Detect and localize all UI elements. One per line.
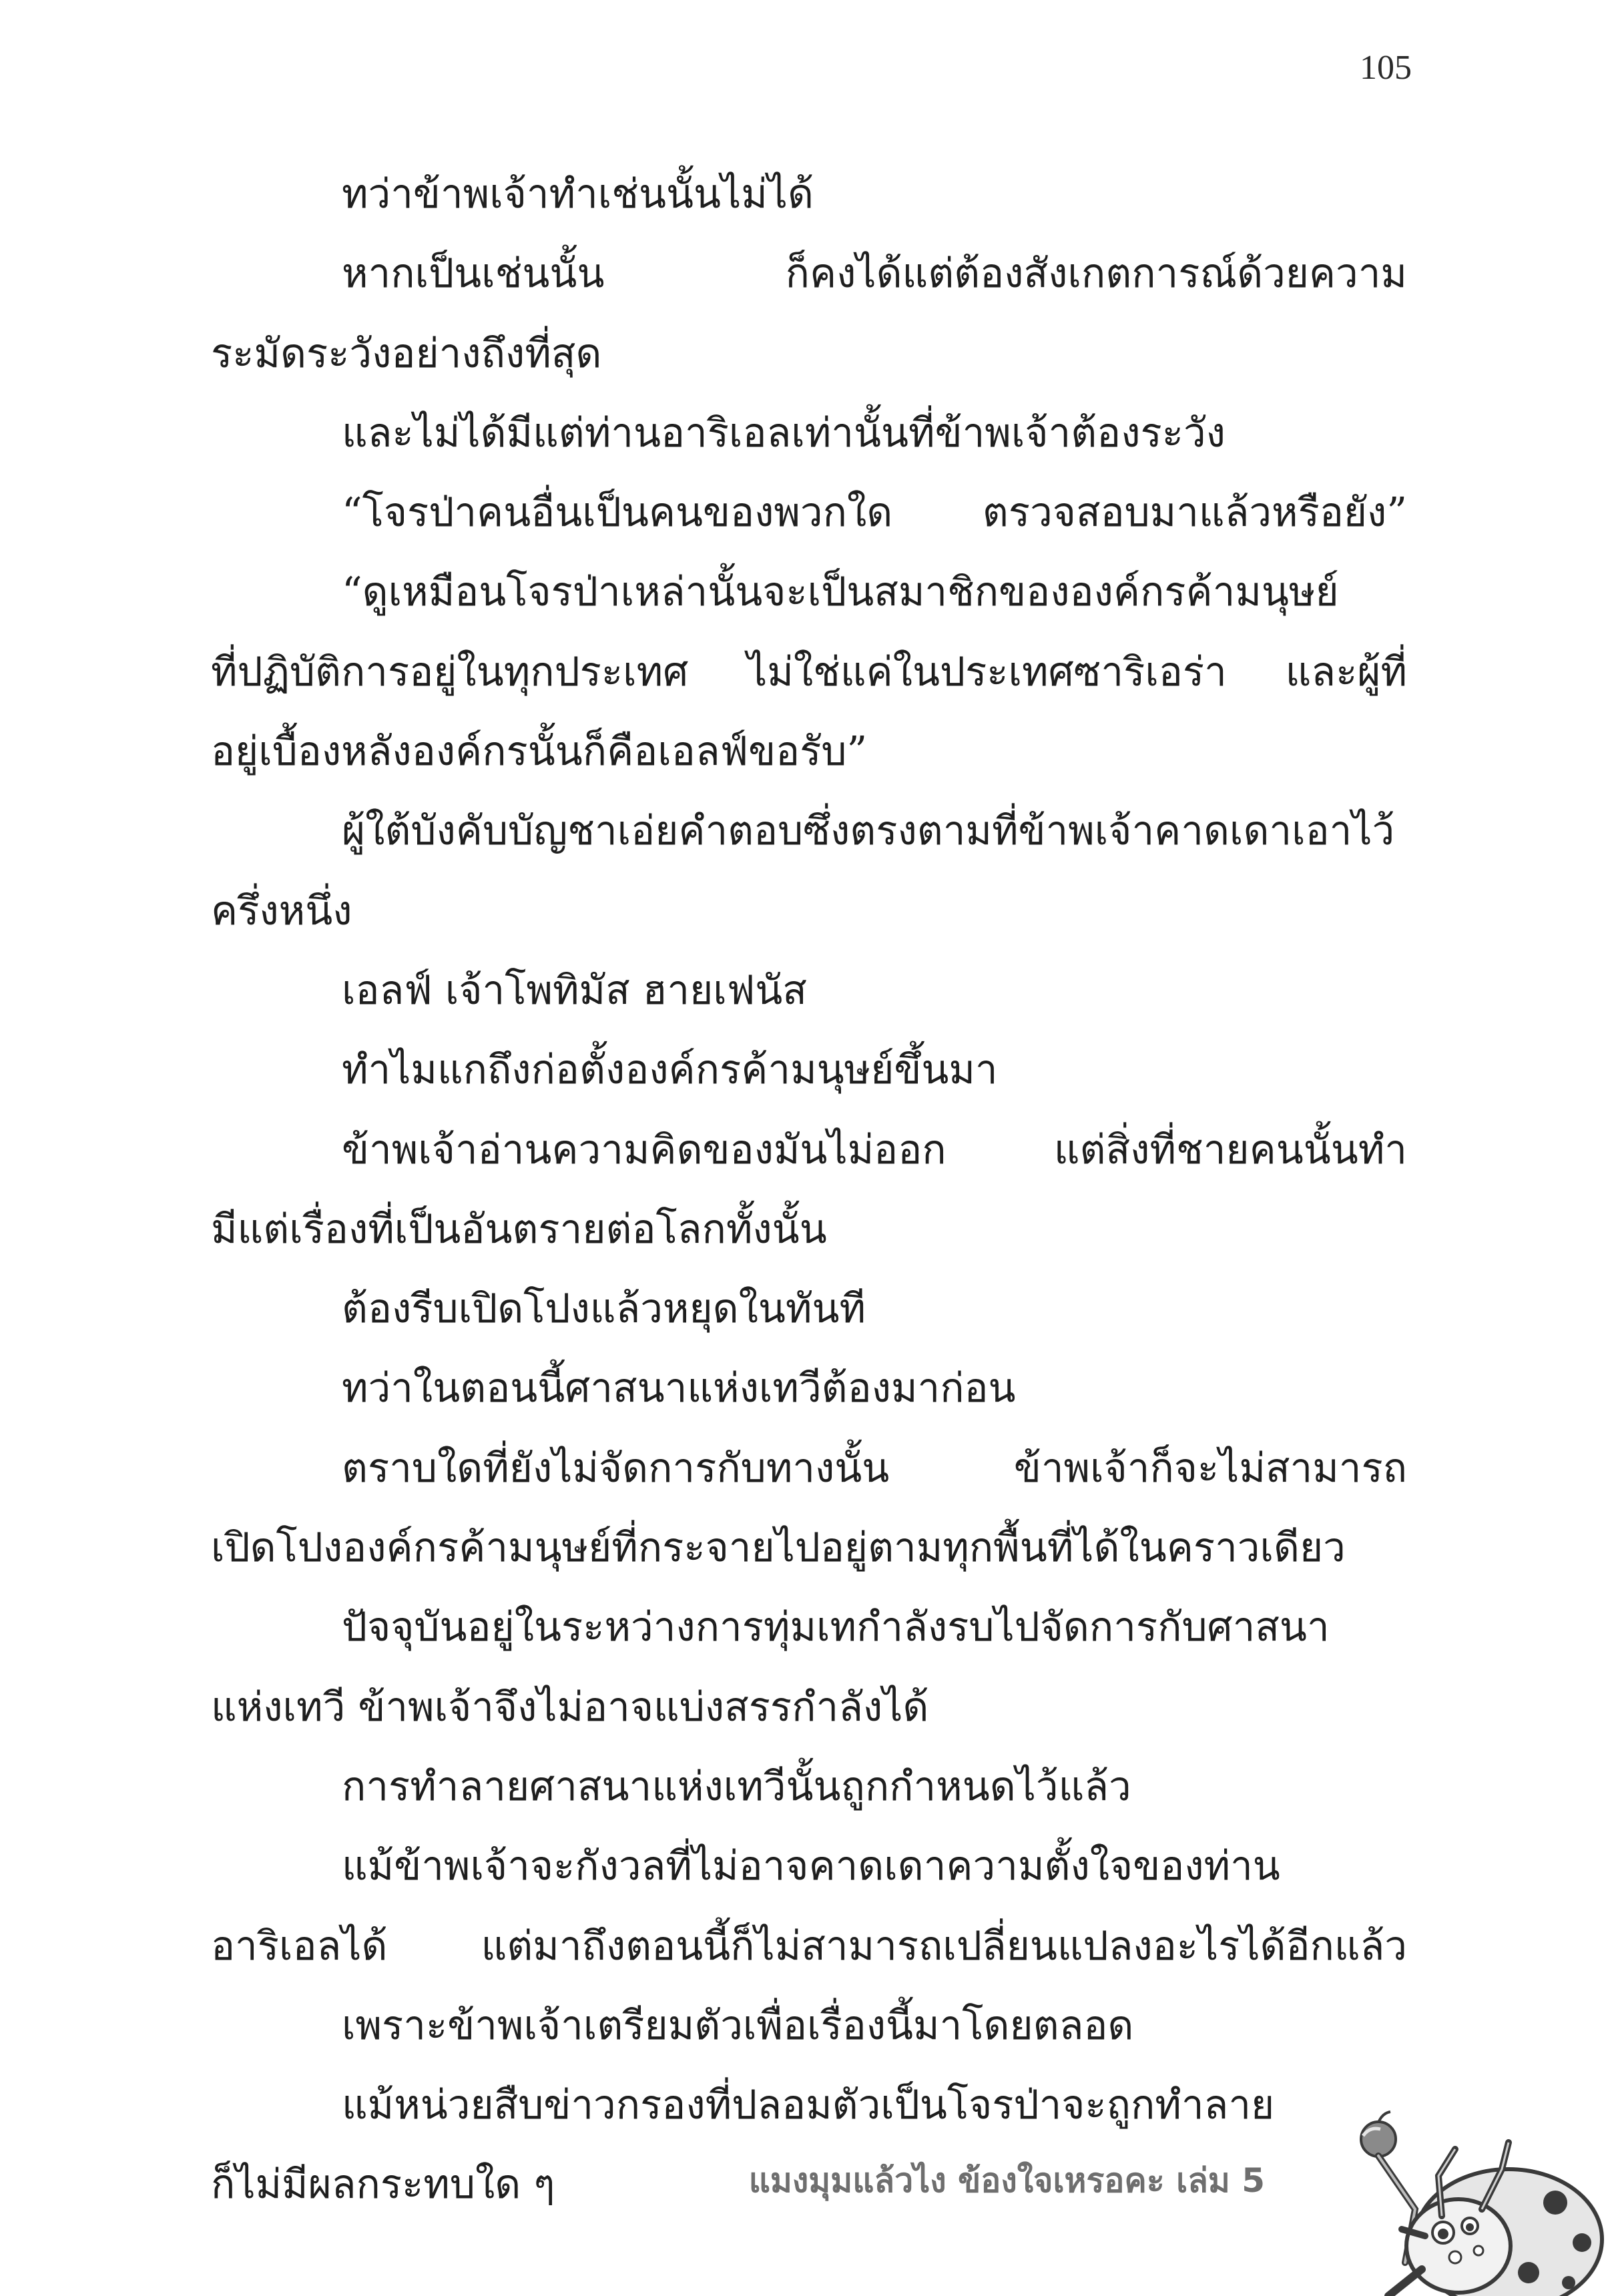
text-line: ทว่าข้าพเจ้าทำเช่นนั้นไม่ได้ bbox=[342, 171, 814, 218]
text-line: หากเป็นเช่นนั้น ก็คงได้แต่ต้องสังเกตการณ์ด้วยความ bbox=[342, 250, 1407, 298]
text-line: แม้ข้าพเจ้าจะกังวลที่ไม่อาจคาดเดาความตั้งใจของท่าน bbox=[342, 1843, 1280, 1890]
text-line: แห่งเทวี ข้าพเจ้าจึงไม่อาจแบ่งสรรกำลังได้ bbox=[211, 1683, 929, 1731]
page-number: 105 bbox=[1360, 49, 1412, 87]
spider-mascot-illustration bbox=[1288, 2102, 1612, 2296]
body-text bbox=[211, 155, 1407, 2225]
text-line: มีแต่เรื่องที่เป็นอันตรายต่อโลกทั้งนั้น bbox=[211, 1205, 827, 1253]
text-line: การทำลายศาสนาแห่งเทวีนั้นถูกกำหนดไว้แล้ว bbox=[342, 1763, 1131, 1810]
text-line: อาริเอลได้ แต่มาถึงตอนนี้ก็ไม่สามารถเปลี่ยนแปลงอะไรได้อีกแล้ว bbox=[211, 1922, 1407, 1970]
text-line: “ดูเหมือนโจรป่าเหล่านั้นจะเป็นสมาชิกขององค์กรค้ามนุษย์ bbox=[342, 569, 1339, 616]
text-line: ต้องรีบเปิดโปงแล้วหยุดในทันที bbox=[342, 1285, 866, 1333]
text-line: ข้าพเจ้าอ่านความคิดของมันไม่ออก แต่สิ่งที่ชายคนนั้นทำ bbox=[342, 1126, 1407, 1173]
text-line: ผู้ใต้บังคับบัญชาเอ่ยคำตอบซึ่งตรงตามที่ข้าพเจ้าคาดเดาเอาไว้ bbox=[342, 808, 1395, 855]
text-line: ปัจจุบันอยู่ในระหว่างการทุ่มเทกำลังรบไปจัดการกับศาสนา bbox=[342, 1604, 1330, 1651]
text-line: ครึ่งหนึ่ง bbox=[211, 887, 352, 934]
text-line: ที่ปฏิบัติการอยู่ในทุกประเทศ ไม่ใช่แค่ในประเทศซาริเอร่า และผู้ที่ bbox=[211, 648, 1407, 695]
text-line: เปิดโปงองค์กรค้ามนุษย์ที่กระจายไปอยู่ตามทุกพื้นที่ได้ในคราวเดียว bbox=[211, 1524, 1346, 1572]
text-line: “โจรป่าคนอื่นเป็นคนของพวกใด ตรวจสอบมาแล้วหรือยัง” bbox=[342, 489, 1407, 537]
text-line: และไม่ได้มีแต่ท่านอาริเอลเท่านั้นที่ข้าพเจ้าต้องระวัง bbox=[342, 409, 1226, 457]
text-line: แม้หน่วยสืบข่าวกรองที่ปลอมตัวเป็นโจรป่าจะถูกทำลาย bbox=[342, 2082, 1275, 2129]
text-line: อยู่เบื้องหลังองค์กรนั้นก็คือเอลฟ์ขอรับ” bbox=[211, 728, 868, 776]
text-line: เอลฟ์ เจ้าโพทิมัส ฮายเฟนัส bbox=[342, 966, 807, 1014]
text-line: ตราบใดที่ยังไม่จัดการกับทางนั้น ข้าพเจ้าก็จะไม่สามารถ bbox=[342, 1444, 1407, 1492]
text-line: ระมัดระวังอย่างถึงที่สุด bbox=[211, 330, 602, 377]
text-line: ทว่าในตอนนี้ศาสนาแห่งเทวีต้องมาก่อน bbox=[342, 1365, 1016, 1412]
footer-book-title: แมงมุมแล้วไง ข้องใจเหรอคะ เล่ม 5 bbox=[748, 2161, 1265, 2200]
text-line: ทำไมแกถึงก่อตั้งองค์กรค้ามนุษย์ขึ้นมา bbox=[342, 1047, 998, 1094]
text-line: ก็ไม่มีผลกระทบใด ๆ bbox=[211, 2161, 555, 2209]
text-line: เพราะข้าพเจ้าเตรียมตัวเพื่อเรื่องนี้มาโดยตลอด bbox=[342, 2002, 1134, 2049]
